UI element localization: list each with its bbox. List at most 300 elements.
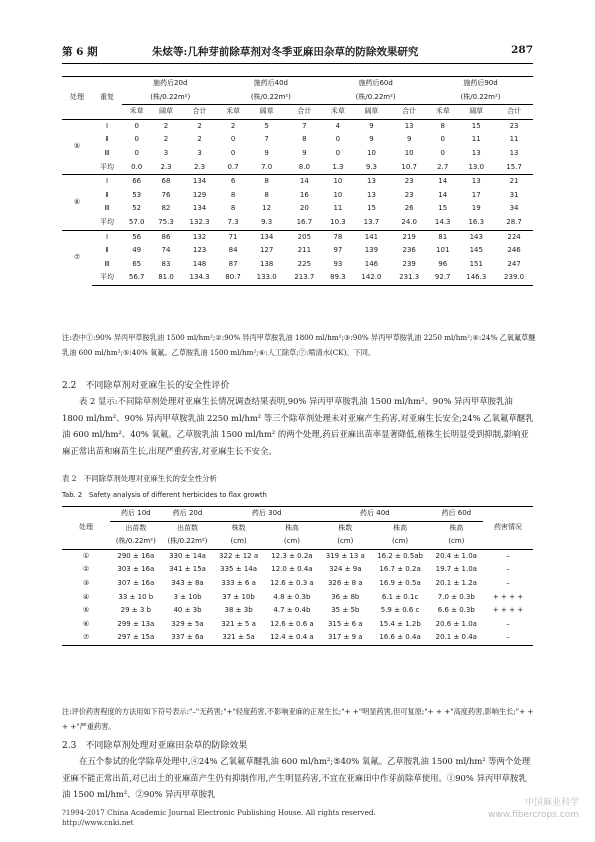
unit-cell: (株/0.22m²) [167, 537, 208, 546]
table-cell: 9 [302, 148, 307, 157]
treatment-label: ④ [82, 592, 90, 601]
table-cell: 123 [192, 246, 207, 255]
table-cell: 24.0 [401, 217, 417, 226]
table-cell: 2 [151, 119, 180, 133]
table-cell: 239 [402, 259, 416, 268]
table-cell: 213.7 [286, 271, 324, 285]
table-cell: 12.0 ± 0.4a [271, 565, 313, 574]
table-cell: 57.0 [128, 217, 145, 226]
table-cell: 12.4 ± 0.4 a [264, 631, 320, 645]
unit-label: (株/0.22m²) [250, 92, 291, 101]
table-row [62, 175, 533, 189]
unit-cell: (株/0.22m²) [115, 537, 156, 546]
col-header-60d: 药后 60d [430, 507, 483, 522]
table-cell: 52 [132, 204, 142, 213]
table-cell: 23 [404, 190, 414, 199]
table-cell: 15 [366, 204, 376, 213]
table-cell: 7.0 [261, 162, 273, 171]
table-cell: 2 [181, 119, 219, 133]
table-cell: 33 ± 10 b [118, 592, 154, 601]
table-cell: 9 [353, 119, 391, 133]
table-cell: 96 [438, 259, 448, 268]
col-header-60d [323, 77, 428, 105]
table-cell: 8 [302, 135, 307, 144]
table-cell: 337 ± 6a [162, 631, 214, 645]
sub-header-cell: 合计 [390, 105, 428, 120]
table-cell: 81.0 [151, 271, 180, 285]
table-cell: 75.3 [158, 217, 174, 226]
table-cell: 20.6 ± 1.0a [435, 619, 477, 628]
table-row [62, 591, 533, 605]
table-cell: 93 [333, 259, 343, 268]
unit-cell: (cm) [283, 537, 300, 546]
table-cell: 231.3 [390, 271, 428, 285]
table-cell: 16.9 ± 0.5a [379, 578, 421, 587]
table-cell: 17 [471, 190, 481, 199]
sub-header-cell: 株数 [338, 523, 353, 532]
table-cell: 101 [436, 246, 450, 255]
table-cell: 148 [192, 259, 207, 268]
table-cell: 14 [286, 175, 324, 189]
table-cell: 12.3 ± 0.2a [264, 549, 320, 563]
replicate-label: Ⅱ [105, 135, 109, 144]
table-cell: 76 [161, 190, 171, 199]
table-cell: – [483, 549, 533, 563]
table-cell: 10 [333, 190, 343, 199]
table-cell: 20.1 ± 1.2a [435, 578, 477, 587]
running-header [62, 44, 533, 64]
sub-header-cell: 出苗数 [125, 523, 147, 532]
table-cell: 8.0 [298, 162, 310, 171]
table-cell: 2.7 [437, 162, 449, 171]
table-cell: 97 [333, 246, 343, 255]
table-cell: 11 [509, 135, 519, 144]
table-cell: 134 [181, 175, 219, 189]
sub-header-cell: 株数 [231, 523, 246, 532]
table-cell: 80.7 [218, 271, 247, 285]
treatment-label: ⑥ [62, 175, 92, 230]
table-row [62, 604, 533, 618]
col-header-30d: 药后 30d [213, 507, 320, 522]
table-cell: 20 [299, 204, 309, 213]
table-row [62, 147, 533, 161]
sub-header-cell: 出苗数 [177, 523, 198, 532]
sub-header-cell: 株高 [393, 523, 408, 532]
table-cell: 4.7 ± 0.4b [273, 606, 311, 615]
table-cell: 20.4 ± 1.0a [430, 549, 483, 563]
sub-header-cell: 阔草 [248, 105, 286, 120]
table-cell: 7.0 ± 0.3b [437, 592, 475, 601]
table-row [62, 244, 533, 258]
table-cell: 29 ± 3 b [120, 606, 152, 615]
table-row [62, 133, 533, 147]
unit-label: (株/0.22m²) [150, 92, 191, 101]
table-cell: 0 [335, 135, 341, 144]
watermark-url: www.fibercrops.com [488, 810, 579, 820]
treatment-label: ⑤ [82, 606, 90, 615]
table-cell: 134 [192, 204, 207, 213]
replicate-label: Ⅰ [92, 119, 122, 133]
table-cell: 14 [438, 190, 448, 199]
table-cell: 13.7 [363, 217, 380, 226]
col-header-40d-label: 施药后40d [253, 79, 288, 87]
unit-label: (株/0.22m²) [355, 92, 396, 101]
sub-header-cell: 合计 [495, 105, 533, 120]
table-cell: 13 [390, 119, 428, 133]
table-cell: 343 ± 8a [171, 578, 204, 587]
table-cell: 0 [440, 135, 445, 144]
table-cell: 8 [230, 190, 236, 199]
table-cell: 12.6 ± 0.3 a [270, 578, 314, 587]
table-cell: 8 [264, 190, 269, 199]
table-cell: 40 ± 3b [173, 606, 202, 615]
col-header-90d-label: 施药后90d [463, 79, 498, 87]
table-cell: + + + + [492, 606, 524, 615]
table-cell: 23 [390, 175, 428, 189]
table-cell: 146.3 [457, 271, 495, 285]
table-cell: 0 [122, 119, 151, 133]
table-cell: 71 [218, 230, 247, 244]
table-cell: 0 [134, 135, 139, 144]
table-cell: 9.3 [261, 217, 273, 226]
unit-cell: (cm) [448, 537, 465, 546]
table-cell: 11 [333, 204, 343, 213]
table-2-caption: 表 2 不同除草剂处理对亚麻生长的安全性分析 [62, 474, 217, 483]
sub-header-cell: 合计 [181, 105, 219, 120]
col-header-90d [428, 77, 533, 105]
table-cell: 37 ± 10b [222, 592, 255, 601]
table-cell: 9 [264, 148, 269, 157]
table-cell: 307 ± 16a [117, 578, 155, 587]
table-cell: 319 ± 13 a [320, 549, 370, 563]
table-cell: 329 ± 5a [171, 619, 204, 628]
replicate-label: Ⅰ [92, 175, 122, 189]
table-cell: 2 [218, 119, 247, 133]
table-cell: 13.0 [468, 162, 485, 171]
sub-header-cell: 合计 [286, 105, 324, 120]
table-cell: 315 ± 6 a [327, 619, 363, 628]
table-2-note: 注:评价药害程度的方法用如下符号表示:"–"无药害;"+"轻度药害,不影响亚麻的正常生长;"+ +"明显药害,但可复原;"+ + +"高度药害,影响生长;"+ + + +"严重药害。 [62, 707, 534, 731]
table-1 [62, 76, 533, 286]
table-cell: 219 [390, 230, 428, 244]
table-cell: 16 [299, 190, 309, 199]
table-cell: 68 [151, 175, 180, 189]
replicate-label: 平均 [100, 162, 114, 171]
table-cell: 317 ± 9 a [320, 631, 370, 645]
table-cell: 82 [161, 204, 171, 213]
sub-header-cell: 株高 [449, 523, 464, 532]
sub-header-cell: 禾草 [218, 105, 247, 120]
table-cell: 10 [366, 148, 376, 157]
table-cell: 10 [404, 148, 414, 157]
table-row [62, 161, 533, 175]
replicate-label: Ⅲ [104, 148, 110, 157]
table-cell: – [506, 619, 510, 628]
replicate-label: Ⅱ [105, 190, 109, 199]
watermark-cn: 中国麻业科学 [524, 798, 579, 808]
table-cell: 132 [181, 230, 219, 244]
table-cell: 0 [230, 148, 236, 157]
table-cell: 38 ± 3b [224, 606, 253, 615]
table-cell: 341 ± 15a [169, 565, 206, 574]
table-cell: 6.1 ± 0.1c [381, 592, 419, 601]
sub-header-cell: 阔草 [151, 105, 180, 120]
article-title: 朱炫等:几种芽前除草剂对冬季亚麻田杂草的防除效果研究 [152, 46, 419, 58]
unit-cell: (cm) [337, 537, 354, 546]
sub-header-cell: 禾草 [428, 105, 457, 120]
unit-cell: (cm) [230, 537, 247, 546]
table-cell: 0 [230, 135, 236, 144]
copyright-footer: ?1994-2017 China Academic Journal Electronic Publishing House. All rights reserved. http://www.cnki.net [62, 808, 383, 827]
table-cell: 0 [134, 148, 139, 157]
table-cell: 133.0 [248, 271, 286, 285]
table-cell: 127 [259, 246, 274, 255]
table-cell: 3 ± 10b [173, 592, 202, 601]
table-cell: 8 [248, 175, 286, 189]
table-cell: 65 [132, 259, 142, 268]
table-cell: 0.7 [227, 162, 239, 171]
table-cell: 5.9 ± 0.6 c [380, 606, 420, 615]
table-cell: 211 [297, 246, 312, 255]
table-cell: 19 [471, 204, 481, 213]
table-cell: 10.3 [330, 217, 346, 226]
table-cell: 330 ± 14a [162, 549, 214, 563]
table-cell: 6.6 ± 0.3b [437, 606, 475, 615]
table-cell: 141 [353, 230, 391, 244]
table-cell: 15 [438, 204, 448, 213]
sub-header-cell: 禾草 [122, 105, 151, 120]
table-cell: 9 [369, 135, 374, 144]
table-cell: 81 [428, 230, 457, 244]
table-cell: 12.6 ± 0.6 a [270, 619, 314, 628]
table-cell: 14.3 [434, 217, 451, 226]
col-header-replicate: 重复 [92, 77, 122, 120]
treatment-label: ⑤ [62, 119, 92, 174]
treatment-label: ⑥ [82, 619, 90, 628]
table-cell: 6 [218, 175, 247, 189]
col-header-20d-label: 施药后20d [153, 79, 188, 87]
col-header-20d: 药后 20d [162, 507, 214, 522]
table-cell: 324 ± 9a [329, 565, 362, 574]
table-row [62, 189, 533, 203]
table-cell: 56 [122, 230, 151, 244]
table-cell: 34 [509, 204, 519, 213]
table-cell: 35 ± 5b [331, 606, 360, 615]
issue-number: 第 6 期 [62, 46, 98, 58]
table-cell: 0.0 [131, 162, 143, 171]
col-header-treatment: 处理 [62, 77, 92, 120]
table-cell: 16.3 [468, 217, 485, 226]
table-cell: 3 [197, 148, 202, 157]
table-cell: 2.3 [160, 162, 172, 171]
table-cell: 0 [335, 148, 341, 157]
table-cell: 303 ± 16a [117, 565, 155, 574]
replicate-label: Ⅰ [92, 230, 122, 244]
table-cell: 7.3 [227, 217, 239, 226]
table-cell: 16.7 ± 0.2a [379, 565, 421, 574]
table-cell: 4.8 ± 0.3b [273, 592, 311, 601]
section-2-3-body: 在五个参试的化学除草处理中,④24% 乙氧氟草醚乳油 600 ml/hm²;⑤40% 氧氟。乙草胺乳油 1500 ml/hm² 等两个处理亚麻不能正常出苗,对已出土的亚麻苗产生仍有抑制作用,产生明显药害,不宜在亚麻田中作芽前除草使用。①90% 异丙甲草胺乳油 1500 ml/hm²、②90% 异丙甲草胺乳 [62, 756, 531, 799]
section-2-3-heading: 2.3 不同除草剂处理对亚麻田杂草的防除效果 [62, 741, 248, 751]
sub-header-cell: 阔草 [457, 105, 495, 120]
table-cell: 84 [228, 246, 238, 255]
table-cell: 13 [509, 148, 519, 157]
replicate-label: Ⅲ [104, 204, 110, 213]
table-row [62, 631, 533, 645]
table-cell: 143 [457, 230, 495, 244]
table-cell: 322 ± 12 a [213, 549, 263, 563]
table-cell: 15 [457, 119, 495, 133]
table-cell: 15.4 ± 1.2b [379, 619, 421, 628]
table-cell: 87 [228, 259, 238, 268]
table-row [62, 202, 533, 216]
table-cell: 16.7 [296, 217, 313, 226]
table-2-caption-en: Tab. 2 Safety analysis of different herbicides to flax growth [62, 491, 267, 499]
table-cell: 239.0 [495, 271, 533, 285]
table-1-note: 注:表中①:90% 异丙甲草胺乳油 1500 ml/hm²;②:90% 异丙甲草胺乳油 1800 ml/hm²;③:90% 异丙甲草胺乳油 2250 ml/hm²;④:24% 乙氧氟草醚乳油 600 ml/hm²;⑤:40% 氧氟。乙草胺乳油 1500 ml/hm²;⑥:人工除草;⑦:喷清水(CK)。下同。 [62, 333, 536, 357]
table-cell: 236 [402, 246, 416, 255]
table-cell: 10 [323, 175, 352, 189]
table-cell: 11 [471, 135, 481, 144]
watermark [488, 797, 579, 821]
table-cell: 145 [469, 246, 483, 255]
replicate-label: 平均 [100, 217, 114, 226]
table-cell: 132.3 [189, 217, 210, 226]
table-cell: 19.7 ± 1.0a [435, 565, 477, 574]
table-cell: 2 [197, 135, 202, 144]
treatment-label: ⑦ [62, 230, 92, 285]
table-cell: 15.7 [506, 162, 522, 171]
table-cell: 16.6 ± 0.4a [371, 631, 430, 645]
table-cell: 13 [366, 190, 376, 199]
table-row [62, 549, 533, 563]
unit-label: (株/0.22m²) [460, 92, 501, 101]
col-header-40d: 药后 40d [320, 507, 430, 522]
table-row [62, 618, 533, 632]
table-cell: 246 [507, 246, 521, 255]
table-cell: 26 [404, 204, 414, 213]
table-row [62, 577, 533, 591]
table-row [62, 216, 533, 230]
table-cell: 7 [286, 119, 324, 133]
table-cell: – [483, 631, 533, 645]
table-cell: 134 [248, 230, 286, 244]
table-cell: 139 [364, 246, 379, 255]
col-header-treatment: 处理 [62, 507, 110, 550]
table-cell: 297 ± 15a [110, 631, 162, 645]
table-cell: – [506, 578, 510, 587]
table-cell: 16.2 ± 0.5ab [371, 549, 430, 563]
table-cell: 290 ± 16a [110, 549, 162, 563]
section-2-2-body: 表 2 显示:不同除草剂处理对亚麻生长情况调查结果表明,90% 异丙甲草胺乳油 1500 ml/hm²、90% 异丙甲草胺乳油 1800 ml/hm²、90% 异丙甲草胺乳油 2250 ml/hm² 等三个除草剂处理未对亚麻产生药害,对亚麻生长安全;24% 乙氧氟草醚乳油 600 ml/hm²、40% 氧氟。乙草胺乳油 1500 ml/hm² 的两个处理,药后亚麻出苗率显著降低,植株生长明显受到抑制,影响亚麻正常出苗和麻苗生长,出现严重药害,对亚麻生长不安全。 [62, 396, 534, 456]
table-cell: 28.7 [506, 217, 522, 226]
col-header-10d: 药后 10d [110, 507, 162, 522]
table-cell: 326 ± 8 a [327, 578, 363, 587]
table-cell: 1.3 [332, 162, 344, 171]
table-cell: 205 [286, 230, 324, 244]
table-cell: 134.3 [181, 271, 219, 285]
table-cell: 31 [509, 190, 519, 199]
table-cell: 335 ± 14a [220, 565, 258, 574]
table-cell: 138 [259, 259, 274, 268]
table-cell: 49 [132, 246, 142, 255]
table-cell: 9 [406, 135, 412, 144]
table-row [62, 258, 533, 272]
table-cell: 299 ± 13a [117, 619, 155, 628]
table-cell: 2.3 [193, 162, 206, 171]
table-cell: 8 [428, 119, 457, 133]
table-cell: 10.7 [401, 162, 417, 171]
table-cell: 86 [151, 230, 180, 244]
table-cell: 36 ± 8b [331, 592, 360, 601]
table-cell: 7 [264, 135, 269, 144]
table-cell: 9.3 [365, 162, 378, 171]
table-cell: 151 [469, 259, 483, 268]
treatment-label: ③ [82, 578, 90, 587]
table-cell: – [506, 565, 510, 574]
table-cell: 89.3 [323, 271, 352, 285]
table-cell: 78 [323, 230, 352, 244]
table-cell: 146 [364, 259, 379, 268]
treatment-label: ① [62, 549, 110, 563]
table-row [62, 230, 533, 244]
table-cell: 224 [495, 230, 533, 244]
table-cell: 2 [163, 135, 169, 144]
table-cell: 0 [440, 148, 445, 157]
col-header-phytotoxicity: 药害情况 [483, 507, 533, 550]
table-cell: 13 [471, 148, 481, 157]
treatment-label: ⑦ [62, 631, 110, 645]
table-cell: + + + + [492, 592, 524, 601]
table-row [62, 119, 533, 133]
table-cell: 66 [122, 175, 151, 189]
replicate-label: Ⅲ [104, 259, 110, 268]
table-cell: 225 [297, 259, 312, 268]
sub-header-cell: 禾草 [323, 105, 352, 120]
page-number: 287 [511, 44, 533, 56]
table-cell: 247 [507, 259, 521, 268]
table-cell: 142.0 [353, 271, 391, 285]
table-cell: 5 [248, 119, 286, 133]
replicate-label: 平均 [92, 271, 122, 285]
header-rule [62, 63, 533, 64]
table-cell: 21 [495, 175, 533, 189]
unit-cell: (cm) [392, 537, 409, 546]
table-cell: 4 [323, 119, 352, 133]
table-cell: 321 ± 5 a [221, 619, 256, 628]
table-cell: 129 [192, 190, 207, 199]
table-cell: 14 [428, 175, 457, 189]
sub-header-cell: 阔草 [353, 105, 391, 120]
table-cell: 13 [353, 175, 391, 189]
table-cell: 92.7 [428, 271, 457, 285]
table-cell: 83 [161, 259, 171, 268]
table-cell: 20.1 ± 0.4a [430, 631, 483, 645]
table-cell: 3 [163, 148, 169, 157]
table-cell: 74 [161, 246, 171, 255]
sub-header-cell: 株高 [284, 523, 299, 532]
table-cell: 321 ± 5a [213, 631, 263, 645]
table-cell: 23 [495, 119, 533, 133]
table-cell: 12 [262, 204, 272, 213]
table-cell: 13 [457, 175, 495, 189]
col-header-60d-label: 施药后60d [358, 79, 393, 87]
table-cell: 56.7 [122, 271, 151, 285]
section-2-2-heading: 2.2 不同除草剂对亚麻生长的安全性评价 [62, 381, 230, 391]
table-row [62, 271, 533, 285]
col-header-40d [218, 77, 323, 105]
treatment-label: ② [82, 565, 90, 574]
